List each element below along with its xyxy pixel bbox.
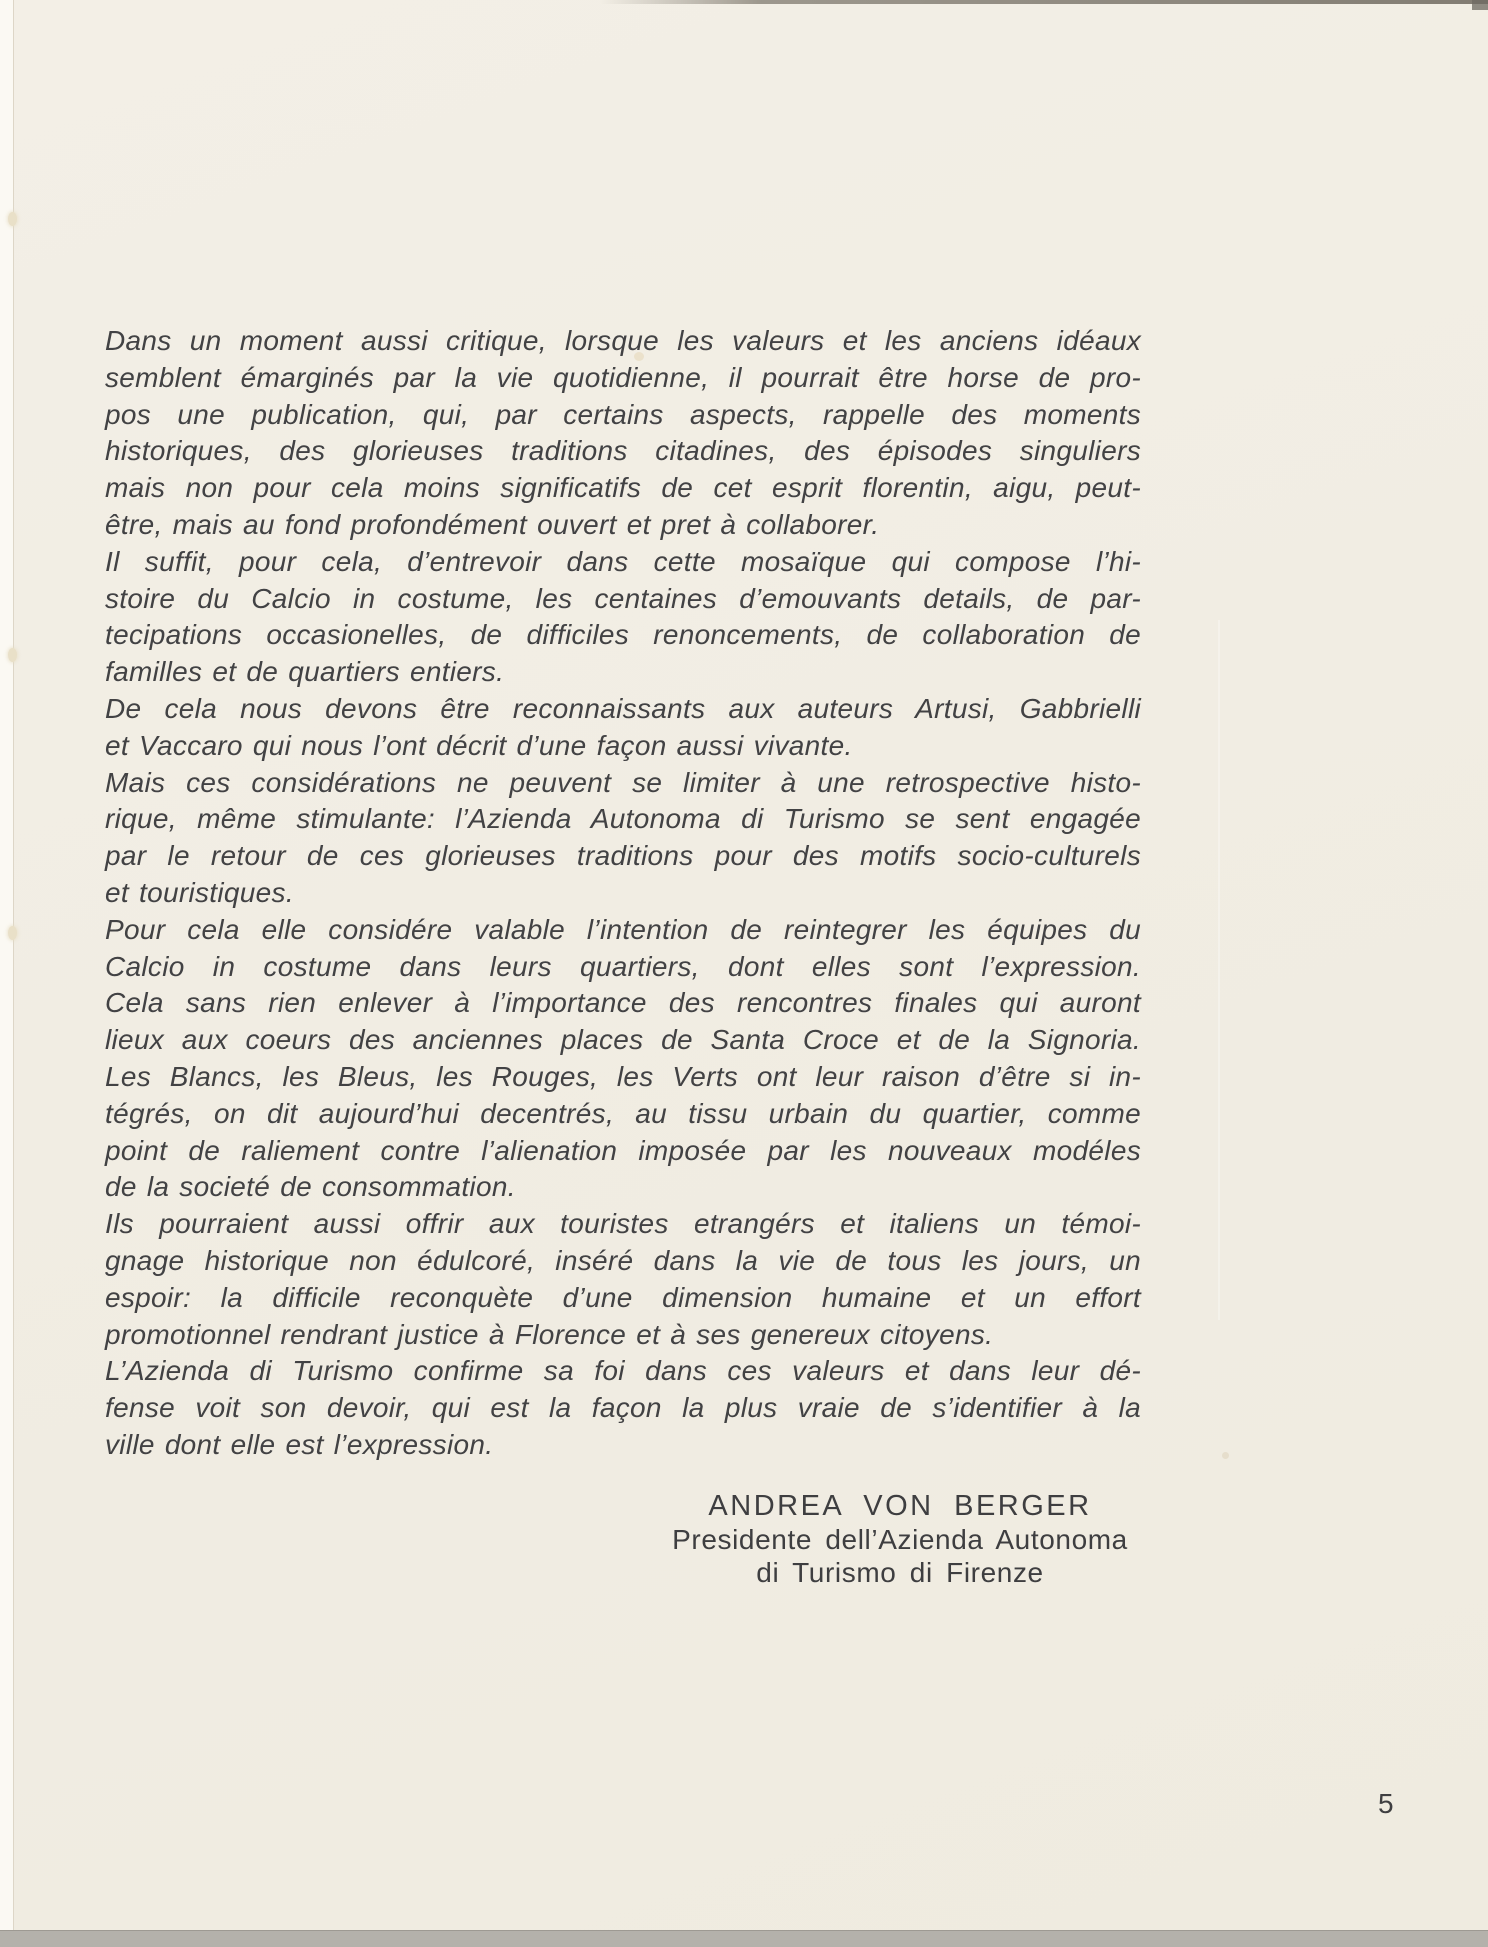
text-line: gnage historique non édulcoré, inséré dans la vie de tous les jours, un: [105, 1244, 1141, 1276]
text-line: Les Blancs, les Bleus, les Rouges, les Verts ont leur raison d’être si in-: [105, 1060, 1141, 1092]
signature-name: ANDREA VON BERGER: [708, 1490, 1092, 1522]
text-line: mais non pour cela moins significatifs de cet esprit florentin, aigu, peut-: [105, 472, 1141, 504]
binding-stitch-mark: [8, 212, 17, 226]
signature-title-line2: di Turismo di Firenze: [756, 1557, 1044, 1588]
paper-stain: [1222, 1452, 1229, 1459]
text-block: [105, 323, 1141, 1464]
text-line: lieux aux coeurs des anciennes places de Santa Croce et de la Signoria.: [105, 1024, 1141, 1056]
text-line: fense voit son devoir, qui est la façon la plus vraie de s’identifier à la: [105, 1392, 1141, 1424]
text-line: De cela nous devons être reconnaissants aux auteurs Artusi, Gabbrielli: [105, 692, 1141, 724]
paragraph: [105, 912, 1141, 1206]
text-line: rique, même stimulante: l’Azienda Autonoma di Turismo se sent engagée: [105, 803, 1141, 835]
page-gutter-edge: [0, 0, 14, 1931]
text-line: de la societé de consommation.: [105, 1171, 516, 1203]
page-top-corner-shadow: [1472, 0, 1488, 10]
text-line: familles et de quartiers entiers.: [105, 656, 505, 688]
text-line: Dans un moment aussi critique, lorsque les valeurs et les anciens idéaux: [105, 325, 1141, 356]
paragraph: [105, 691, 1141, 765]
binding-stitch-mark: [8, 926, 17, 940]
text-line: pos une publication, qui, par certains aspects, rappelle des moments: [105, 398, 1141, 430]
paper-crease: [1218, 620, 1220, 1320]
text-line: historiques, des glorieuses traditions citadines, des épisodes singuliers: [105, 435, 1141, 467]
text-line: Mais ces considérations ne peuvent se limiter à une retrospective histo-: [105, 766, 1141, 798]
text-line: L’Azienda di Turismo confirme sa foi dans ces valeurs et dans leur dé-: [105, 1355, 1141, 1387]
signature-block: [650, 1489, 1150, 1589]
text-line: point de raliement contre l’alienation imposée par les nouveaux modéles: [105, 1134, 1141, 1166]
text-line: par le retour de ces glorieuses traditions pour des motifs socio-culturels: [105, 840, 1141, 872]
text-line: Il suffit, pour cela, d’entrevoir dans cette mosaïque qui compose l’hi-: [105, 545, 1141, 577]
paragraph: [105, 544, 1141, 691]
text-line: espoir: la difficile reconquète d’une dimension humaine et un effort: [105, 1281, 1141, 1313]
text-line: être, mais au fond profondément ouvert et pret à collaborer.: [105, 508, 880, 540]
binding-stitch-mark: [8, 648, 17, 662]
text-line: et Vaccaro qui nous l’ont décrit d’une façon aussi vivante.: [105, 729, 853, 761]
text-line: tégrés, on dit aujourd’hui decentrés, au tissu urbain du quartier, comme: [105, 1097, 1141, 1129]
page-number: 5: [1378, 1788, 1395, 1819]
text-line: semblent émarginés par la vie quotidienne, il pourrait être horse de pro-: [105, 361, 1141, 393]
text-line: stoire du Calcio in costume, les centaines d’emouvants details, de par-: [105, 582, 1141, 614]
text-line: Cela sans rien enlever à l’importance des rencontres finales qui auront: [105, 987, 1141, 1019]
text-line: et touristiques.: [105, 876, 294, 908]
signature-title-line1: Presidente dell’Azienda Autonoma: [672, 1524, 1128, 1555]
paragraph: [105, 1206, 1141, 1353]
text-line: Calcio in costume dans leurs quartiers, dont elles sont l’expression.: [105, 950, 1141, 982]
text-line: ville dont elle est l’expression.: [105, 1428, 494, 1460]
text-line: tecipations occasionelles, de difficiles renoncements, de collaboration de: [105, 619, 1141, 651]
text-line: Ils pourraient aussi offrir aux touristes etrangérs et italiens un témoi-: [105, 1208, 1141, 1240]
paragraph: [105, 1353, 1141, 1463]
text-line: Pour cela elle considére valable l’intention de reintegrer les équipes du: [105, 913, 1141, 945]
paragraph: [105, 765, 1141, 912]
page-top-edge: [600, 0, 1488, 4]
scanner-background-strip: [0, 1930, 1488, 1947]
paragraph: [105, 323, 1141, 544]
text-line: promotionnel rendrant justice à Florence et à ses genereux citoyens.: [105, 1318, 994, 1350]
